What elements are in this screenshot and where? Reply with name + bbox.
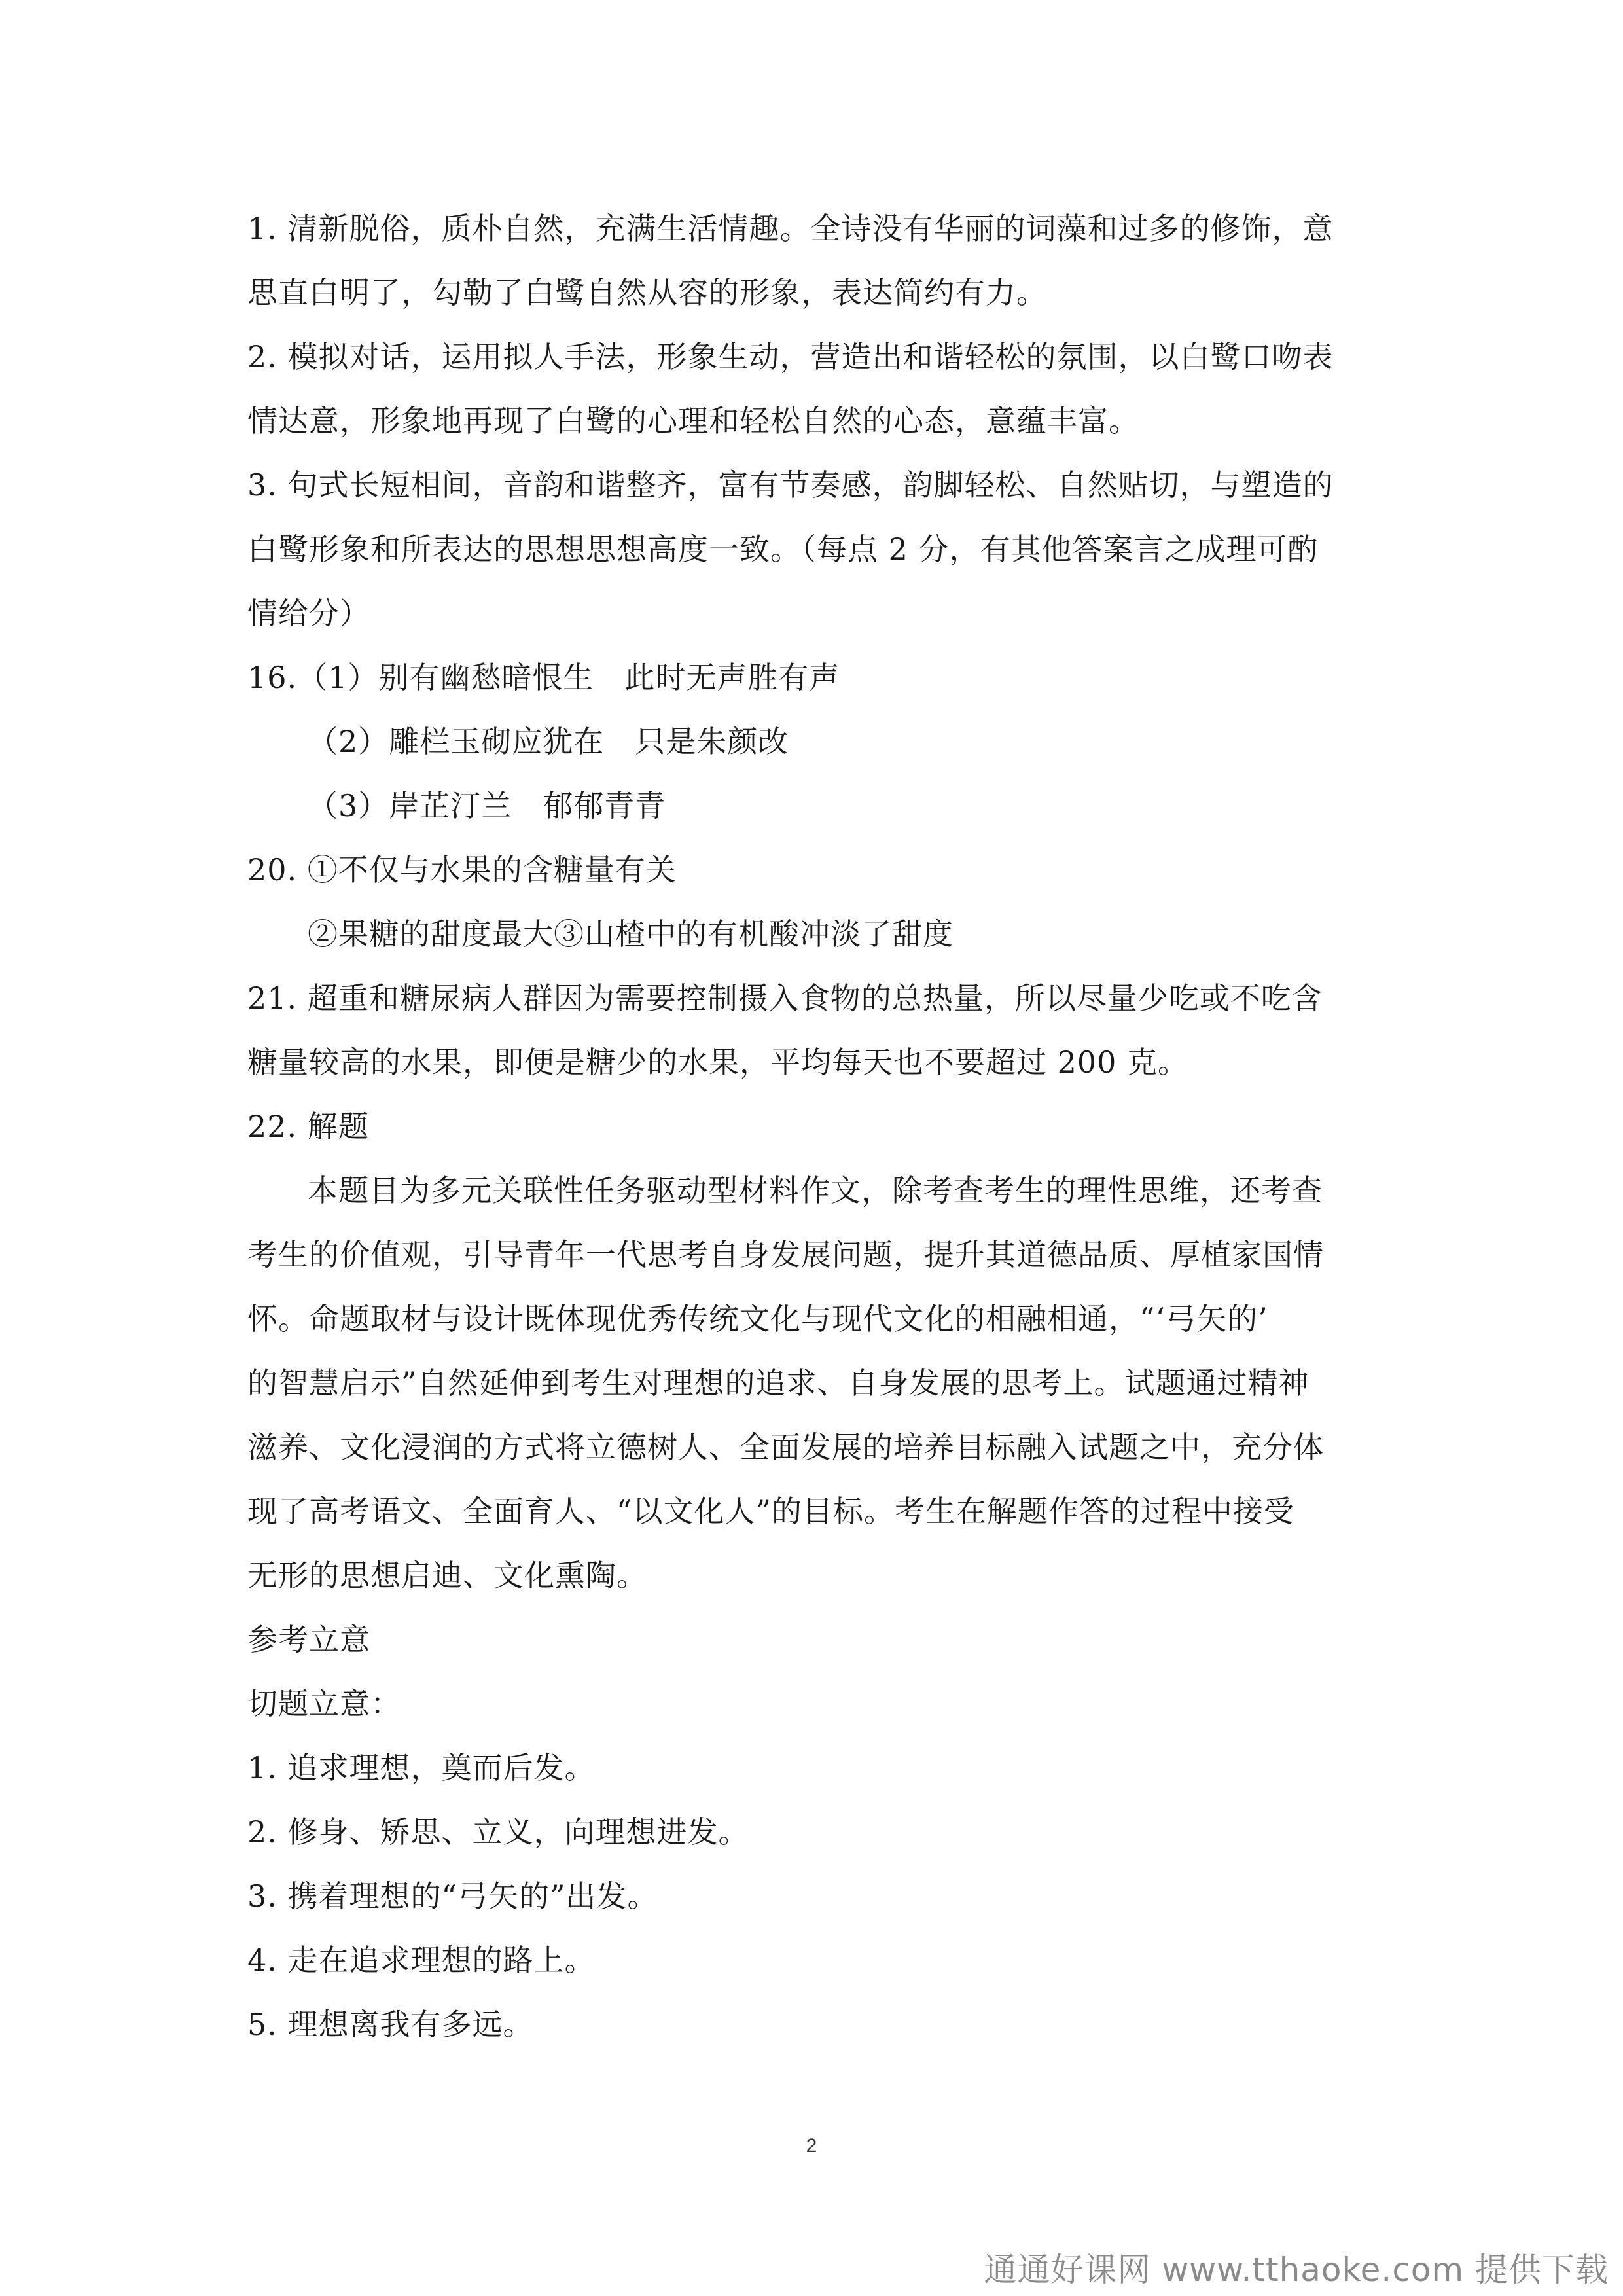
paragraph-line: 怀。命题取材与设计既体现优秀传统文化与现代文化的相融相通，“‘弓矢的’ xyxy=(247,1301,1268,1336)
watermark-text: 通通好课网 www.tthaoke.com 提供下载 xyxy=(984,2251,1609,2289)
answer-21-line: 糖量较高的水果，即便是糖少的水果，平均每天也不要超过 200 克。 xyxy=(247,1045,1189,1080)
answer-22-heading: 22. 解题 xyxy=(247,1109,369,1144)
paragraph-line: 现了高考语文、全面育人、“以文化人”的目标。考生在解题作答的过程中接受 xyxy=(247,1494,1295,1529)
text-line: 情给分） xyxy=(247,596,370,631)
paragraph-line: 无形的思想启迪、文化熏陶。 xyxy=(247,1558,647,1593)
list-item: 1. 追求理想，奠而后发。 xyxy=(247,1750,596,1785)
text-line: 思直白明了，勾勒了白鹭自然从容的形象，表达简约有力。 xyxy=(247,275,1047,310)
section-heading: 参考立意 xyxy=(247,1622,370,1657)
paragraph-line: 的智慧启示”自然延伸到考生对理想的追求、自身发展的思考上。试题通过精神 xyxy=(247,1365,1310,1401)
list-item: 3. 携着理想的“弓矢的”出发。 xyxy=(247,1878,658,1914)
text-line: 1. 清新脱俗，质朴自然，充满生活情趣。全诗没有华丽的词藻和过多的修饰，意 xyxy=(247,211,1334,246)
section-subheading: 切题立意： xyxy=(247,1686,401,1721)
paragraph-line: 滋养、文化浸润的方式将立德树人、全面发展的培养目标融入试题之中，充分体 xyxy=(247,1429,1324,1465)
text-line: 情达意，形象地再现了白鹭的心理和轻松自然的心态，意蕴丰富。 xyxy=(247,403,1139,439)
text-line: 白鹭形象和所表达的思想思想高度一致。（每点 2 分，有其他答案言之成理可酌 xyxy=(247,531,1319,567)
answer-16-line: 16.（1）别有幽愁暗恨生 此时无声胜有声 xyxy=(247,660,840,695)
list-item: 2. 修身、矫思、立义，向理想进发。 xyxy=(247,1814,749,1850)
list-item: 5. 理想离我有多远。 xyxy=(247,2007,534,2042)
answer-20-line: ②果糖的甜度最大③山楂中的有机酸冲淡了甜度 xyxy=(308,916,954,952)
paragraph-line: 本题目为多元关联性任务驱动型材料作文，除考查考生的理性思维，还考查 xyxy=(308,1173,1323,1208)
paragraph-line: 考生的价值观，引导青年一代思考自身发展问题，提升其道德品质、厚植家国情 xyxy=(247,1237,1324,1272)
text-line: 3. 句式长短相间，音韵和谐整齐，富有节奏感，韵脚轻松、自然贴切，与塑造的 xyxy=(247,467,1334,503)
page-number: 2 xyxy=(806,2135,817,2157)
document-body xyxy=(247,196,1380,2056)
answer-16-line: （2）雕栏玉砌应犹在 只是朱颜改 xyxy=(308,724,789,759)
answer-16-line: （3）岸芷汀兰 郁郁青青 xyxy=(308,788,666,823)
answer-20-line: 20. ①不仅与水果的含糖量有关 xyxy=(247,852,677,888)
answer-21-line: 21. 超重和糖尿病人群因为需要控制摄入食物的总热量，所以尽量少吃或不吃含 xyxy=(247,980,1323,1016)
text-line: 2. 模拟对话，运用拟人手法，形象生动，营造出和谐轻松的氛围，以白鹭口吻表 xyxy=(247,339,1334,374)
list-item: 4. 走在追求理想的路上。 xyxy=(247,1943,596,1978)
